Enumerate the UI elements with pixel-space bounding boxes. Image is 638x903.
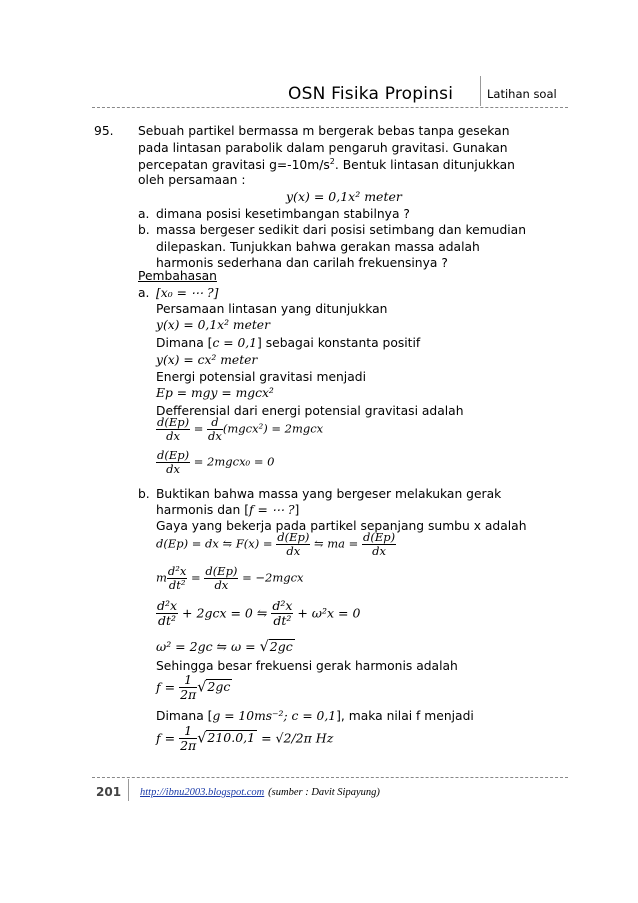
solution-a-bracket: [x₀ = ⋯ ?] — [156, 286, 219, 300]
header-section: Latihan soal — [487, 87, 557, 101]
header-rule — [92, 107, 568, 108]
problem-line-4: oleh persamaan : — [138, 173, 246, 187]
footer-divider — [128, 779, 129, 801]
solution-a-eq-2: y(x) = cx² meter — [156, 353, 258, 367]
solution-a-text-4: Defferensial dari energi potensial gravitasi adalah — [156, 404, 464, 418]
question-b-label: b. — [138, 223, 150, 237]
solution-a-eq-3: Ep = mgy = mgcx² — [156, 386, 274, 400]
solution-a-eq-4: $\frac{d(Ep)}{dx}$ = $\frac{d}{dx}$ (mgcx²) = 2mgcx — [157, 415, 324, 444]
solution-a-text-1: Persamaan lintasan yang ditunjukkan — [156, 302, 388, 316]
solution-b-text-2: harmonis dan [f = ⋯ ?] — [156, 503, 300, 517]
footer-credit — [140, 784, 380, 798]
page-number: 201 — [96, 785, 122, 799]
question-b-line-2: dilepaskan. Tunjukkan bahwa gerakan massa adalah — [156, 240, 480, 254]
solution-a-text-2: Dimana [c = 0,1] sebagai konstanta positif — [156, 336, 421, 350]
footer-rule — [92, 777, 568, 778]
solution-b-eq-2: m $\frac{\text{d²x}}{\text{dt²}}$ = $\frac{d(Ep)}{dx}$ = −2mgcx — [156, 564, 304, 593]
solution-b-eq-5: f = $\frac{1}{2\pi}$ √2gc — [156, 672, 231, 703]
solution-b-eq-3: $\frac{\text{d²x}}{\text{dt²}}$ + 2gcx = 0 ⇋ $\frac{\text{d²x}}{\text{dt²}}$ + ω²x = 0 — [157, 598, 361, 629]
solution-a-eq-5: $\frac{d(Ep)}{dx}$ = 2mgcx₀ = 0 — [157, 448, 275, 477]
problem-line-2: pada lintasan parabolik dalam pengaruh gravitasi. Gunakan — [138, 141, 508, 155]
question-b-line-3: harmonis sederhana dan carilah frekuensinya ? — [156, 256, 448, 270]
problem-line-3: percepatan gravitasi $g=-10m/s^2$. Bentuk lintasan ditunjukkan — [138, 157, 515, 173]
problem-line-1: Sebuah partikel bermassa m bergerak bebas tanpa gesekan — [138, 124, 510, 138]
header-divider — [480, 76, 481, 106]
solution-b-text-3: Gaya yang bekerja pada partikel sepanjang sumbu x adalah — [156, 519, 527, 533]
question-a-text: dimana posisi kesetimbangan stabilnya ? — [156, 207, 410, 221]
solution-b-label: b. — [138, 487, 150, 501]
problem-equation: y(x) = 0,1x² meter — [286, 189, 402, 204]
solution-b-text-5: Dimana [g = 10ms⁻²; c = 0,1], maka nilai f menjadi — [156, 709, 474, 723]
solution-b-eq-4: ω² = 2gc ⇋ ω = √2gc — [156, 639, 293, 655]
solution-b-text-1: Buktikan bahwa massa yang bergeser melakukan gerak — [156, 487, 502, 501]
question-b-line-1: massa bergeser sedikit dari posisi setimbang dan kemudian — [156, 223, 527, 237]
solution-a-text-3: Energi potensial gravitasi menjadi — [156, 370, 366, 384]
solution-b-eq-1: d(Ep) = dx ⇋ F(x) = $\frac{d(Ep)}{dx}$ ⇋ ma = $\frac{d(Ep)}{dx}$ — [156, 530, 396, 559]
question-a-label: a. — [138, 207, 150, 221]
solution-a-eq-1: y(x) = 0,1x² meter — [156, 318, 270, 332]
problem-number: 95. — [94, 124, 114, 138]
solution-b-eq-6: f = $\frac{1}{2\pi}$ √210.0,1 = √2/2π Hz — [156, 723, 334, 754]
solution-b-text-4: Sehingga besar frekuensi gerak harmonis adalah — [156, 659, 458, 673]
header-title: OSN Fisika Propinsi — [288, 84, 454, 104]
solution-a-label: a. — [138, 286, 150, 300]
footer-link[interactable]: http://ibnu2003.blogspot.com — [140, 787, 265, 798]
solution-heading: Pembahasan — [138, 269, 217, 283]
footer-note: (sumber : Davit Sipayung) — [268, 787, 380, 798]
